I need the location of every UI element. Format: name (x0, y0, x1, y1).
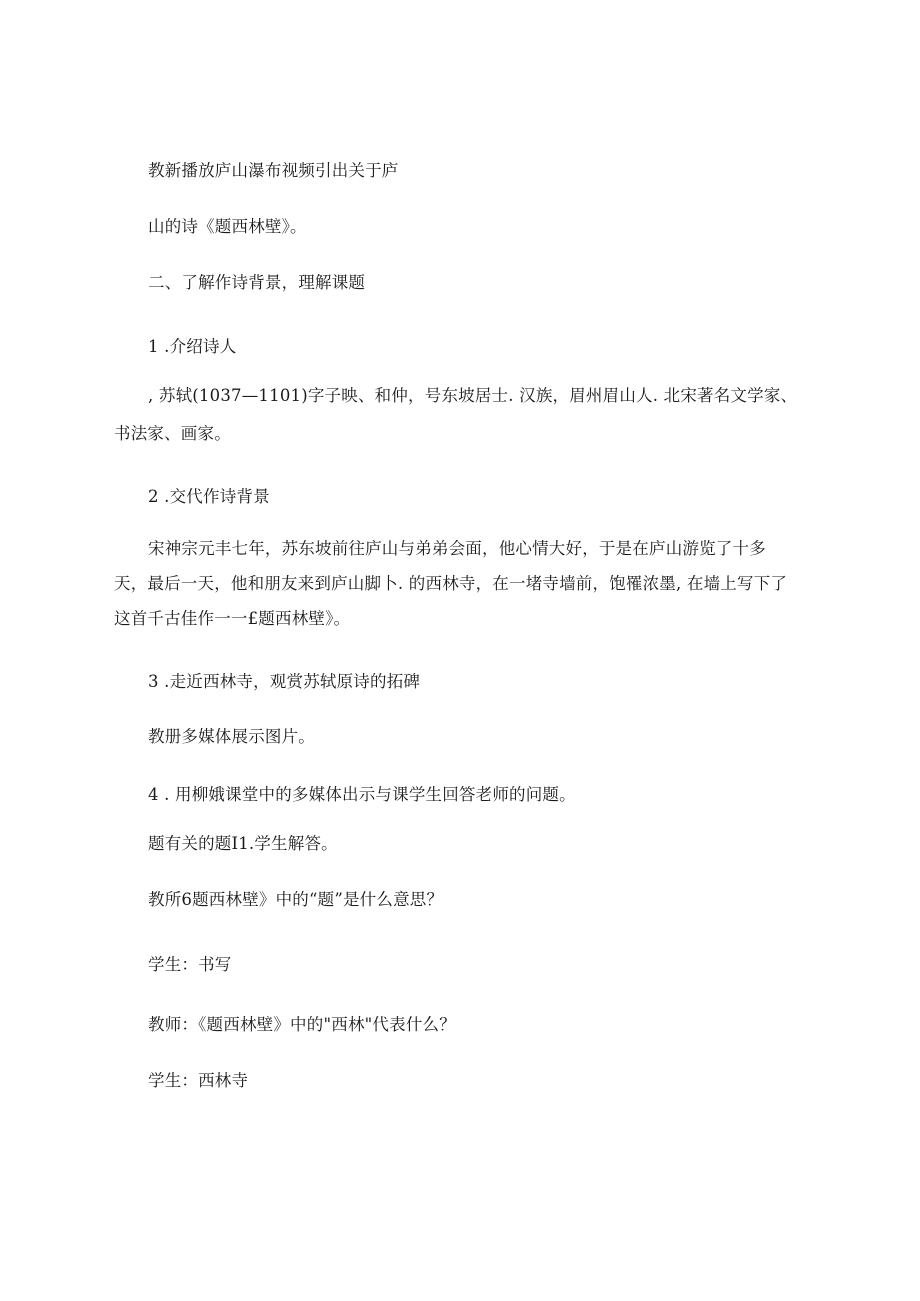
list-item-4: 4 . 用柳娥课堂中的多媒体出示与课学生回答老师的问题。 (148, 785, 576, 804)
poet-bio-line1: , 苏轼(1037—1101)字子映、和仲，号东坡居士. 汉族，眉州眉山人. 北宋著名文学家、 (148, 386, 798, 405)
question-intro-line: 题有关的题I1.学生解答。 (148, 834, 338, 853)
section-heading-2: 二、了解作诗背景，理解课题 (148, 273, 366, 292)
poet-bio-line2: 书法家、画家。 (114, 424, 231, 443)
list-item-1: 1 .介绍诗人 (148, 337, 237, 356)
list-item-3: 3 .走近西林寺，观赏苏轼原诗的拓碑 (148, 672, 421, 691)
background-line3: 这首千古佳作一一£题西林壁》。 (114, 609, 351, 628)
student-answer-1: 学生：书写 (148, 955, 232, 974)
teacher-question-1: 教所6题西林壁》中的“题”是什么意思？ (148, 890, 444, 909)
paragraph-intro-line2: 山的诗《题西林壁》。 (148, 217, 307, 236)
paragraph-intro-line1: 教新播放庐山瀑布视频引出关于庐 (148, 161, 399, 180)
list-item-2: 2 .交代作诗背景 (148, 487, 270, 506)
background-line2: 天，最后一天，他和朋友来到庐山脚卜. 的西林寺，在一堵寺墙前，饱罹浓墨, 在墙上写下了 (114, 574, 788, 593)
student-answer-2: 学生：西林寺 (148, 1071, 249, 1090)
teacher-question-2: 教师：《题西林壁》中的"西林"代表什么？ (148, 1015, 456, 1034)
multimedia-line: 教册多媒体展示图片。 (148, 727, 315, 746)
background-line1: 宋神宗元丰七年，苏东坡前往庐山与弟弟会面，他心情大好，于是在庐山游览了十多 (148, 539, 766, 558)
